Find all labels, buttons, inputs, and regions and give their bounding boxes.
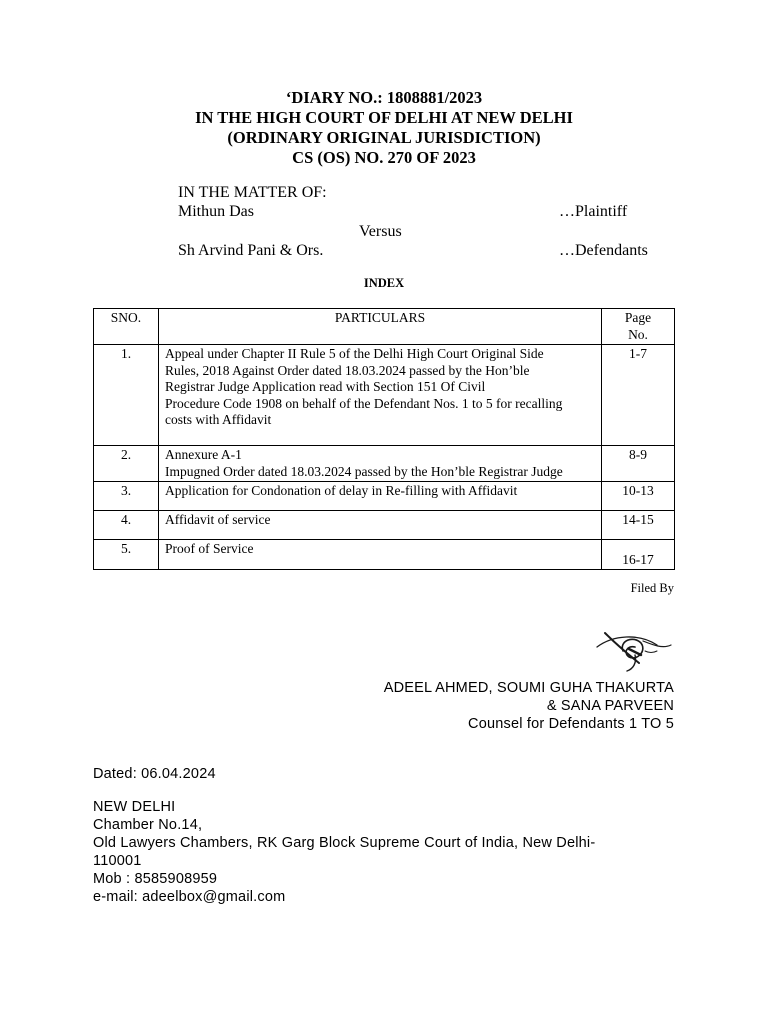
row-page: 8-9 (602, 446, 675, 482)
email: e-mail: adeelbox@gmail.com (93, 889, 286, 905)
table-row (94, 446, 675, 482)
row-page: 16-17 (602, 540, 675, 570)
row-page: 1-7 (602, 345, 675, 446)
address-line-1: Old Lawyers Chambers, RK Garg Block Supreme Court of India, New Delhi- (93, 835, 596, 851)
mobile: Mob : 8585908959 (93, 871, 218, 887)
counsel-names: ADEEL AHMED, SOUMI GUHA THAKURTA (383, 680, 674, 696)
diary-number: ‘DIARY NO.: 1808881/2023 (285, 88, 483, 107)
document-heading (0, 88, 768, 168)
row-sno: 3. (94, 482, 159, 511)
index-table (93, 308, 675, 570)
dated-line: Dated: 06.04.2024 (93, 766, 216, 782)
row-particulars: Affidavit of service (159, 511, 602, 540)
defendant-role: …Defendants (559, 242, 648, 259)
header-sno: SNO. (94, 309, 159, 345)
row-sno: 2. (94, 446, 159, 482)
case-number: CS (OS) NO. 270 OF 2023 (292, 148, 476, 167)
table-row (94, 511, 675, 540)
header-page: Page No. (602, 309, 675, 345)
table-row (94, 482, 675, 511)
chamber: Chamber No.14, (93, 817, 203, 833)
counsel-block (384, 679, 674, 733)
row-particulars: Annexure A-1 Impugned Order dated 18.03.2024 passed by the Hon’ble Registrar Judge (159, 446, 602, 482)
filed-by: Filed By (630, 581, 674, 595)
address-line-2: 110001 (93, 853, 142, 869)
court-name: IN THE HIGH COURT OF DELHI AT NEW DELHI (195, 108, 573, 127)
plaintiff-role: …Plaintiff (559, 203, 628, 220)
row-particulars: Appeal under Chapter II Rule 5 of the Delhi High Court Original Side Rules, 2018 Against Order dated 18.03.2024 passed by the Hon’ble Registrar Judge Application read with Section 151 Of Civil Procedure Code 1908 on behalf of the Defendant Nos. 1 to 5 for recalling costs with Affidavit (159, 345, 602, 446)
address-block (93, 798, 595, 906)
row-page: 14-15 (602, 511, 675, 540)
plaintiff-name: Mithun Das (178, 203, 254, 220)
table-header-row (94, 309, 675, 345)
row-sno: 4. (94, 511, 159, 540)
defendant-name: Sh Arvind Pani & Ors. (178, 242, 324, 259)
row-particulars: Proof of Service (159, 540, 602, 570)
city: NEW DELHI (93, 799, 176, 815)
signature-image (593, 625, 675, 682)
counsel-role: Counsel for Defendants 1 TO 5 (468, 716, 674, 732)
counsel-names-cont: & SANA PARVEEN (546, 698, 674, 714)
versus-label: Versus (359, 223, 402, 240)
table-row (94, 345, 675, 446)
matter-label: IN THE MATTER OF: (178, 184, 327, 201)
row-sno: 1. (94, 345, 159, 446)
row-page: 10-13 (602, 482, 675, 511)
index-title: INDEX (363, 276, 405, 290)
row-particulars: Application for Condonation of delay in Re-filling with Affidavit (159, 482, 602, 511)
table-row (94, 540, 675, 570)
jurisdiction: (ORDINARY ORIGINAL JURISDICTION) (227, 128, 541, 147)
row-sno: 5. (94, 540, 159, 570)
header-particulars: PARTICULARS (159, 309, 602, 345)
